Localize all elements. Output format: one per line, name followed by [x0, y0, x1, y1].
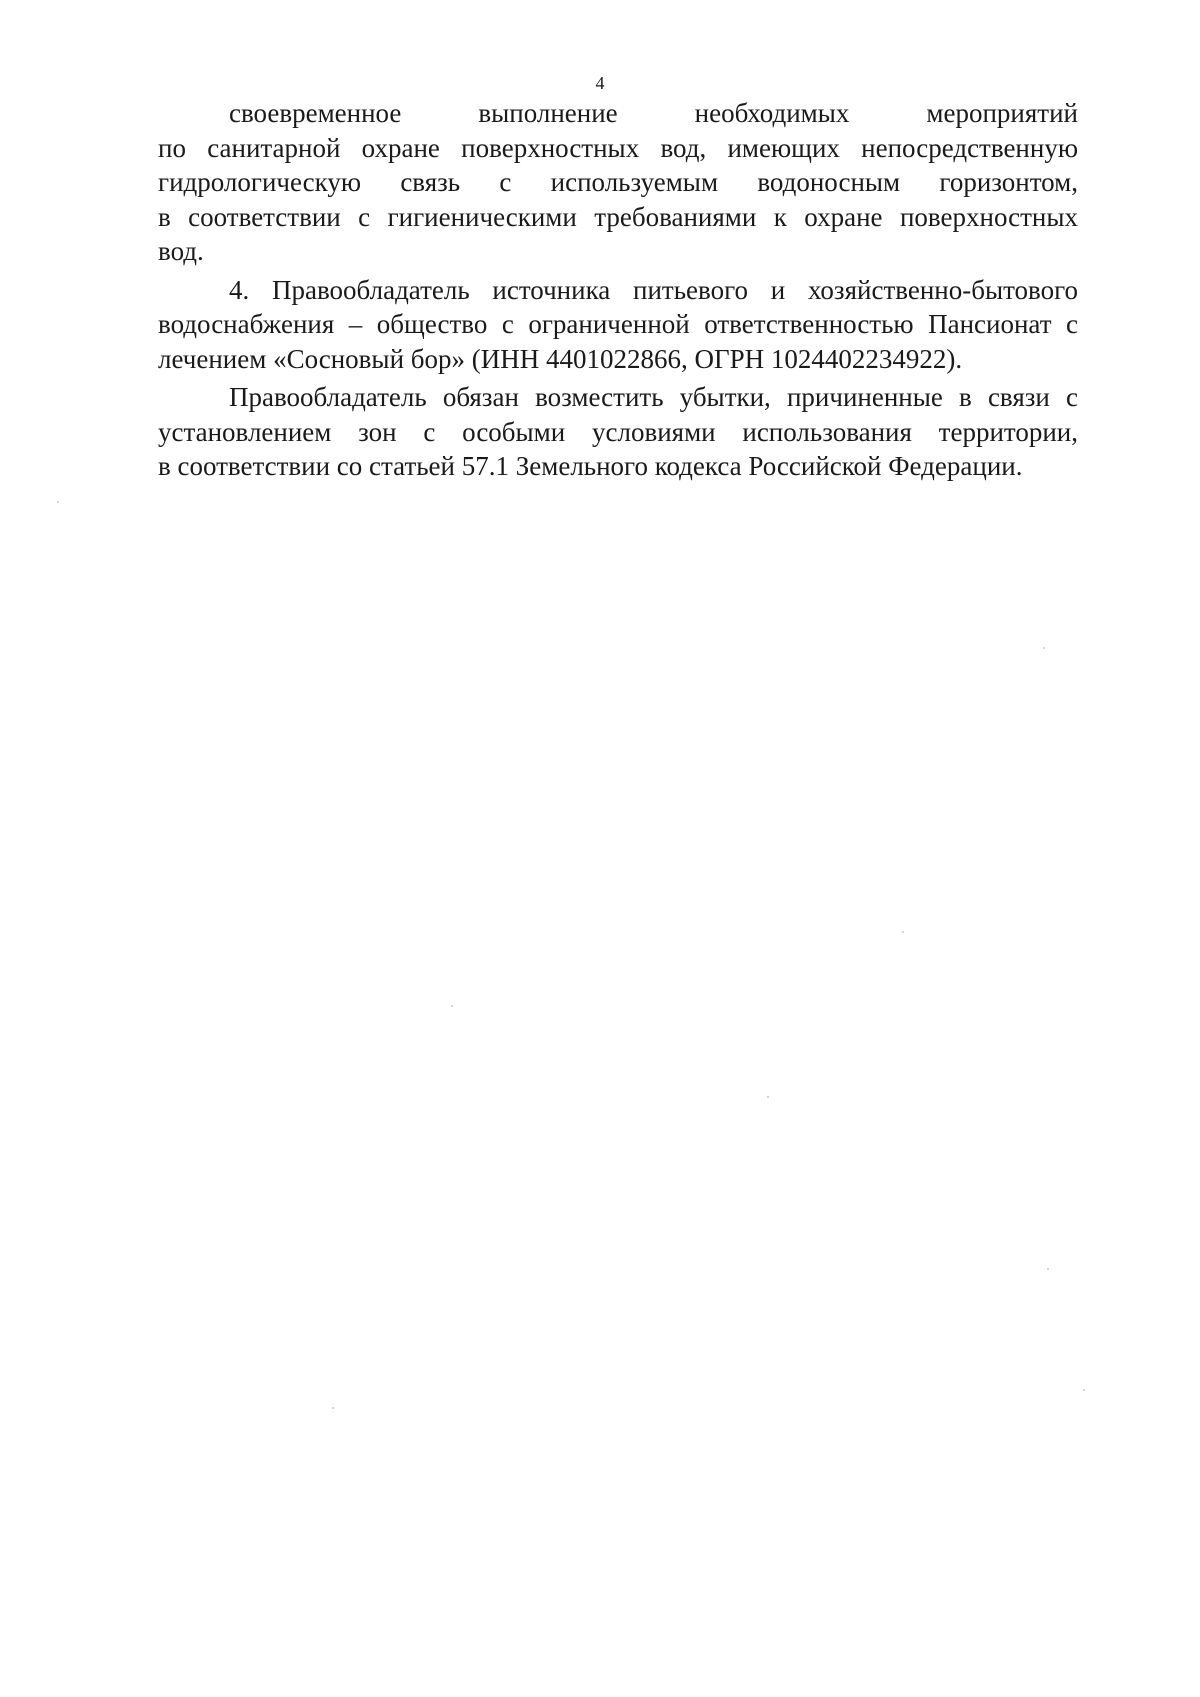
- scan-speck: [767, 1096, 769, 1098]
- scan-speck: [1043, 647, 1045, 649]
- paragraph-compensation: [158, 380, 1078, 484]
- text-line: в соответствии со статьей 57.1 Земельного кодекса Российской Федерации.: [158, 451, 1023, 481]
- text-line: вод.: [158, 236, 204, 266]
- scan-speck: [902, 931, 904, 933]
- scan-speck: [332, 1407, 334, 1409]
- text-line: гидрологическую связь с используемым водоносным горизонтом,: [158, 167, 1078, 197]
- scan-speck: [57, 501, 59, 503]
- text-line: своевременное выполнение необходимых мероприятий: [229, 98, 1078, 128]
- scan-speck: [1083, 1389, 1085, 1391]
- scan-speck: [451, 1005, 453, 1007]
- text-line: лечением «Сосновый бор» (ИНН 4401022866, ОГРН 1024402234922).: [158, 343, 963, 374]
- text-line: установлением зон с особыми условиями использования территории,: [158, 416, 1078, 447]
- text-line: водоснабжения – общество с ограниченной ответственностью Пансионат с: [158, 309, 1078, 339]
- text-line: по санитарной охране поверхностных вод, имеющих непосредственную: [158, 132, 1078, 163]
- paragraph-rights-holder: [158, 273, 1078, 377]
- paragraph-sanitary-protection: [158, 96, 1078, 269]
- text-line: 4. Правообладатель источника питьевого и хозяйственно-бытового: [229, 274, 1078, 305]
- document-body: [158, 96, 1078, 484]
- text-line: Правообладатель обязан возместить убытки, причиненные в связи с: [229, 382, 1078, 412]
- scan-speck: [1047, 1268, 1049, 1270]
- page-number: 4: [595, 73, 605, 93]
- text-line: в соответствии с гигиеническими требованиями к охране поверхностных: [158, 201, 1078, 232]
